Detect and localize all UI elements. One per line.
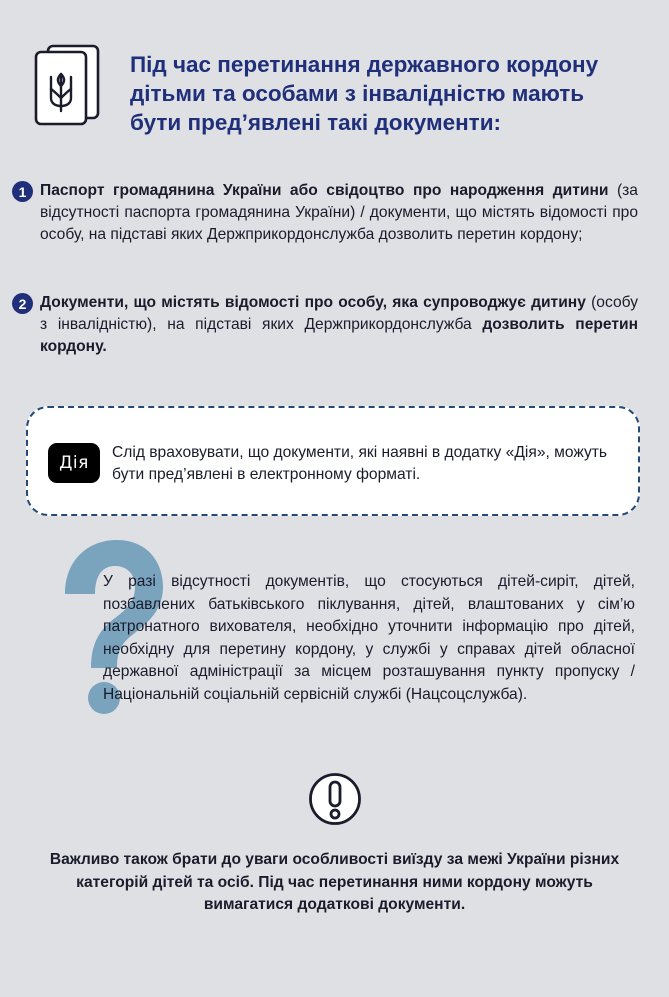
list-item-1: [12, 180, 638, 246]
number-badge-2: 2: [12, 293, 33, 314]
diia-notice-text: Слід враховувати, що документи, які наявні в додатку «Дія», можуть бути пред’явлені в електронному форматі.: [112, 444, 608, 483]
list-item-2-bold: Документи, що містять відомості про особу, яка супроводжує дитину: [40, 294, 586, 311]
list-item-2: [12, 292, 638, 358]
number-badge-1: 1: [12, 181, 33, 202]
passport-trident-icon: [32, 44, 102, 126]
page-title: [130, 50, 630, 137]
list-item-1-text: [40, 180, 638, 246]
list-item-2-text: [40, 292, 638, 358]
diia-notice: [26, 406, 640, 516]
title-line-3: бути пред’явлені такі документи:: [130, 110, 502, 135]
list-item-2-rest: (особу з інвалідністю), на підставі яких Держприкордонслужба: [40, 294, 638, 333]
diia-logo: Дія: [48, 443, 100, 483]
title-line-1: Під час перетинання державного кордону: [130, 52, 599, 77]
list-item-2-rest-bold: дозволить перетин кордону.: [40, 316, 638, 355]
important-note: Важливо також брати до уваги особливості виїзду за межі України різних категорій дітей та осіб. Під час перетинання ними кордону можуть вимагатися додаткові документи.: [49, 851, 620, 913]
list-item-1-bold: Паспорт громадянина України або свідоцтво про народження дитини: [40, 182, 609, 199]
exclamation-circle-icon: [308, 772, 362, 826]
title-line-2: дітьми та особами з інвалідністю мають: [130, 81, 585, 106]
list-item-1-rest: (за відсутності паспорта громадянина України) / документи, що містять відомості про особу, на підставі яких Держприкордонслужба дозволить перетин кордону;: [40, 182, 638, 243]
question-text: У разі відсутності документів, що стосуються дітей-сиріт, дітей, позбавлених батьківського піклування, дітей, влаштованих у сім’ю патронатного вихователя, необхідно уточнити інформацію про дітей, необхідну для перетину кордону, у службі у справах дітей обласної державної адміністрації за місцем розташування пункту пропуску / Національній соціальній сервісній службі (Нацсоцслужба).: [103, 573, 635, 703]
